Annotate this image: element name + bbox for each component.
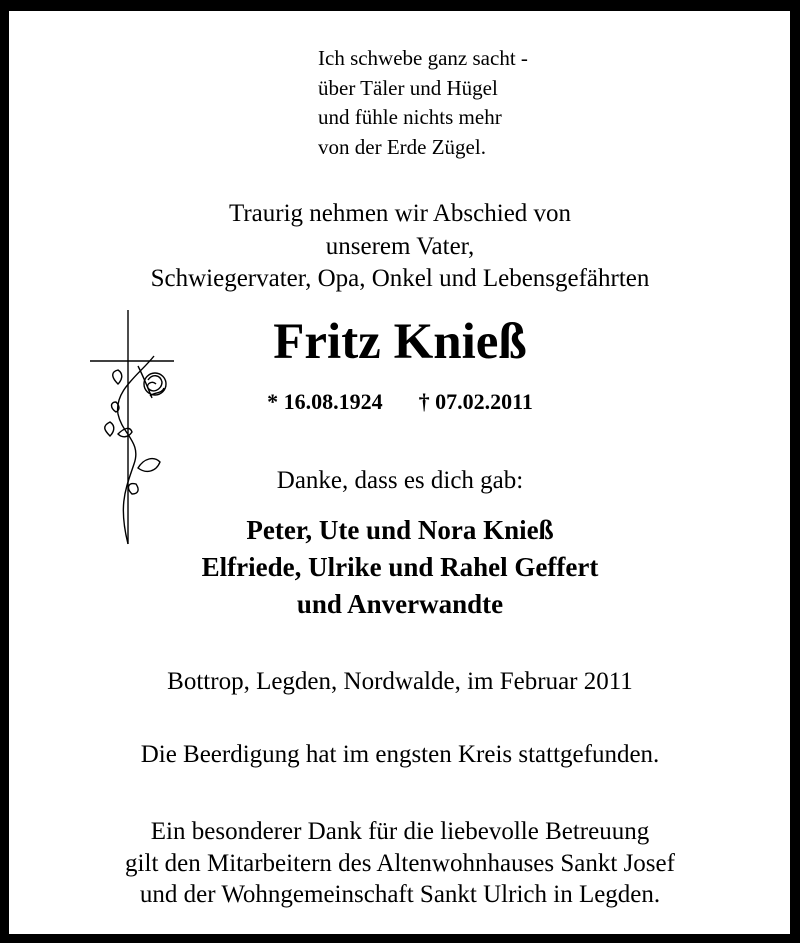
funeral-note: Die Beerdigung hat im engsten Kreis stattgefunden. bbox=[140, 741, 660, 768]
poem-line: von der Erde Zügel. bbox=[318, 134, 486, 159]
poem bbox=[318, 44, 528, 162]
gratitude-line: und der Wohngemeinschaft Sankt Ulrich in Legden. bbox=[139, 881, 661, 908]
birth-date: * 16.08.1924 bbox=[267, 389, 383, 414]
poem-line: und fühle nichts mehr bbox=[318, 105, 502, 129]
place-date: Bottrop, Legden, Nordwalde, im Februar 2011 bbox=[167, 668, 633, 695]
intro-line: Traurig nehmen wir Abschied von bbox=[228, 200, 572, 227]
poem-line: über Täler und Hügel bbox=[318, 75, 498, 100]
family-line: und Anverwandte bbox=[296, 589, 504, 619]
thanks-line: Danke, dass es dich gab: bbox=[276, 467, 524, 494]
family-line: Peter, Ute und Nora Knieß bbox=[246, 515, 554, 545]
gratitude-line: gilt den Mitarbeitern des Altenwohnhauses Sankt Josef bbox=[125, 850, 675, 877]
intro-line: unserem Vater, bbox=[325, 233, 475, 260]
intro-line: Schwiegervater, Opa, Onkel und Lebensgefährten bbox=[150, 265, 650, 292]
deceased-name: Fritz Knieß bbox=[273, 314, 527, 370]
death-date: † 07.02.2011 bbox=[418, 389, 533, 414]
life-dates bbox=[0, 388, 800, 416]
gratitude-line: Ein besonderer Dank für die liebevolle Betreuung bbox=[150, 818, 650, 845]
poem-line: Ich schwebe ganz sacht - bbox=[318, 46, 528, 70]
family-line: Elfriede, Ulrike und Rahel Geffert bbox=[201, 552, 599, 582]
